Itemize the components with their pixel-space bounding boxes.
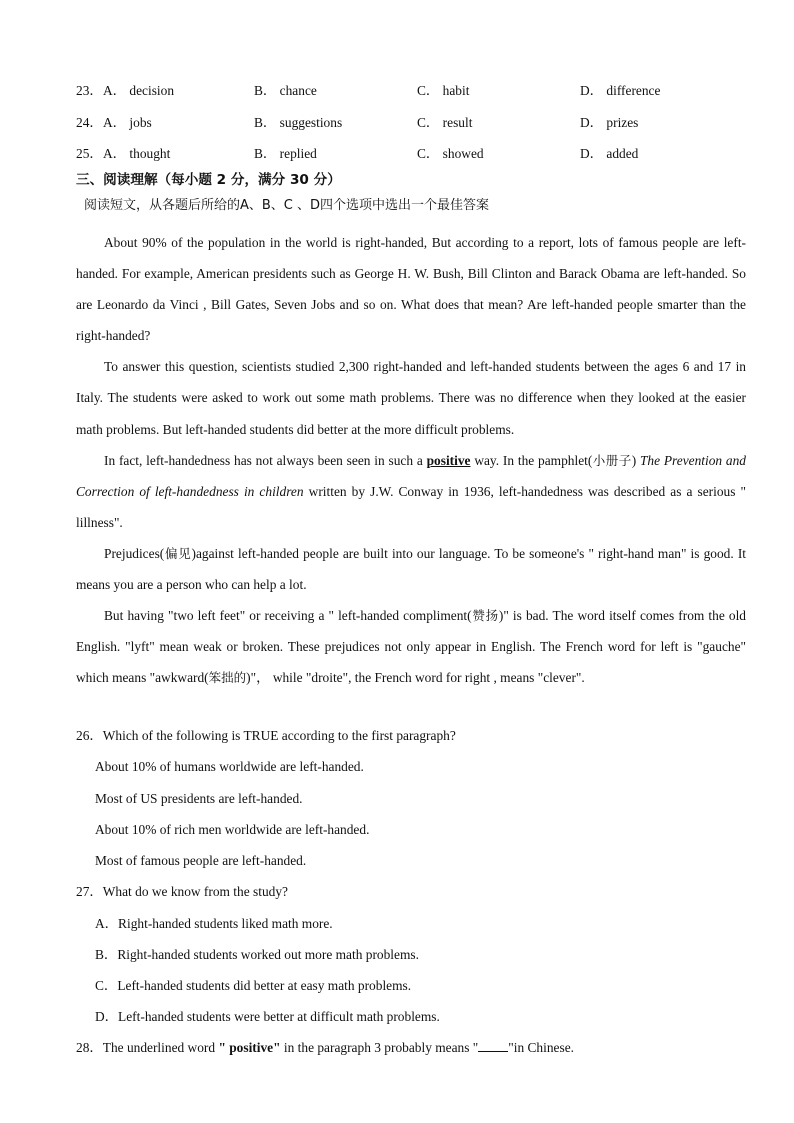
paragraph-3-text: written by J.W. Conway in 1936, left-handedness was described as a serious " lillness".	[76, 483, 746, 530]
paragraph-5-text: But having "two left feet" or receiving a " left-handed compliment(	[104, 608, 472, 624]
option-a: A． thought	[103, 146, 171, 161]
paragraph-1: About 90% of the population in the world is right-handed, But according to a report, lots of famous people are left-handed. For example, American presidents such as George H. W. Bush, Bill Clinton and Barack Obama are left-handed. So are Leonardo da Vinci , Bill Gates, Seven Jobs and so on. What does that mean? Are left-handed people smarter than the right-handed?	[76, 235, 746, 344]
question-27-option-c: C．Left-handed students did better at easy math problems.	[95, 978, 412, 993]
question-28-keyword: " positive"	[218, 1040, 281, 1055]
question-26-option: About 10% of rich men worldwide are left-handed.	[95, 822, 370, 837]
question-number: 24．	[76, 115, 103, 130]
option-a: A． decision	[103, 83, 175, 98]
paragraph-5-text: )" is bad. The word itself comes from the old English. "lyft" mean weak or broken. These prejudices not only appear in English. The French word for left is "gauche" which means "awkward(	[76, 608, 746, 686]
question-28-text: in the paragraph 3 probably means "	[280, 1040, 479, 1055]
paragraph-2: To answer this question, scientists studied 2,300 right-handed and left-handed students between the ages 6 and 17 in Italy. The students were asked to work out some math problems. There was no difference when they looked at the easier math problems. But left-handed students did better at the more difficult problems.	[76, 359, 746, 437]
pamphlet-title: The Prevention and Correction of left-handedness in children	[76, 452, 747, 499]
paragraph-5-text: )"， while "droite", the French word for right , means "clever".	[246, 670, 585, 686]
underlined-word: positive	[426, 452, 471, 468]
question-26-option: Most of US presidents are left-handed.	[95, 791, 303, 806]
paragraph-5	[76, 600, 746, 693]
question-26-option: About 10% of humans worldwide are left-handed.	[95, 759, 364, 774]
question-27-option-a: A．Right-handed students liked math more.	[95, 916, 333, 931]
option-b: B． suggestions	[254, 115, 343, 130]
section-title: 三、阅读理解（每小题 2 分，满分 30 分）	[76, 172, 341, 188]
option-b: B． chance	[254, 83, 317, 98]
question-26-option: Most of famous people are left-handed.	[95, 853, 307, 868]
chinese-gloss: 小册子	[592, 452, 632, 468]
chinese-gloss: 笨拙的	[208, 670, 247, 686]
question-27-option-b: B．Right-handed students worked out more math problems.	[95, 947, 419, 962]
option-c: C． result	[417, 115, 473, 130]
option-c: C． habit	[417, 83, 470, 98]
paragraph-4-text: Prejudices(	[104, 545, 165, 561]
paragraph-3-text: In fact, left-handedness has not always been seen in such a	[104, 452, 427, 468]
paragraph-3	[76, 445, 746, 538]
question-26-stem: 26．Which of the following is TRUE according to the first paragraph?	[76, 728, 456, 743]
chinese-gloss: 赞扬	[471, 608, 499, 624]
question-28-text: 28．The underlined word	[76, 1040, 219, 1055]
paragraph-3-text: way. In the pamphlet(	[470, 452, 593, 468]
answer-blank	[478, 1039, 508, 1052]
paragraph-3-text: )	[631, 452, 640, 468]
option-a: A． jobs	[103, 115, 152, 130]
option-c: C． showed	[417, 146, 484, 161]
paragraph-4	[76, 538, 746, 600]
question-28-stem	[76, 1038, 574, 1058]
paragraph-4-text: )against left-handed people are built into our language. To be someone's " right-hand man" is good. It means you are a person who can help a lot.	[76, 545, 746, 593]
option-d: D． prizes	[580, 115, 639, 130]
chinese-gloss: 偏见	[164, 545, 192, 561]
option-d: D． difference	[580, 83, 661, 98]
question-28-text: "in Chinese.	[508, 1040, 574, 1055]
reading-passage	[76, 227, 746, 693]
question-27-stem: 27．What do we know from the study?	[76, 884, 288, 899]
question-number: 23．	[76, 83, 103, 98]
question-number: 25．	[76, 146, 103, 161]
option-d: D． added	[580, 146, 639, 161]
section-instructions: 阅读短文，从各题后所给的A、B、C 、D四个选项中选出一个最佳答案	[84, 198, 490, 213]
option-b: B． replied	[254, 146, 317, 161]
question-27-option-d: D．Left-handed students were better at difficult math problems.	[95, 1009, 440, 1024]
